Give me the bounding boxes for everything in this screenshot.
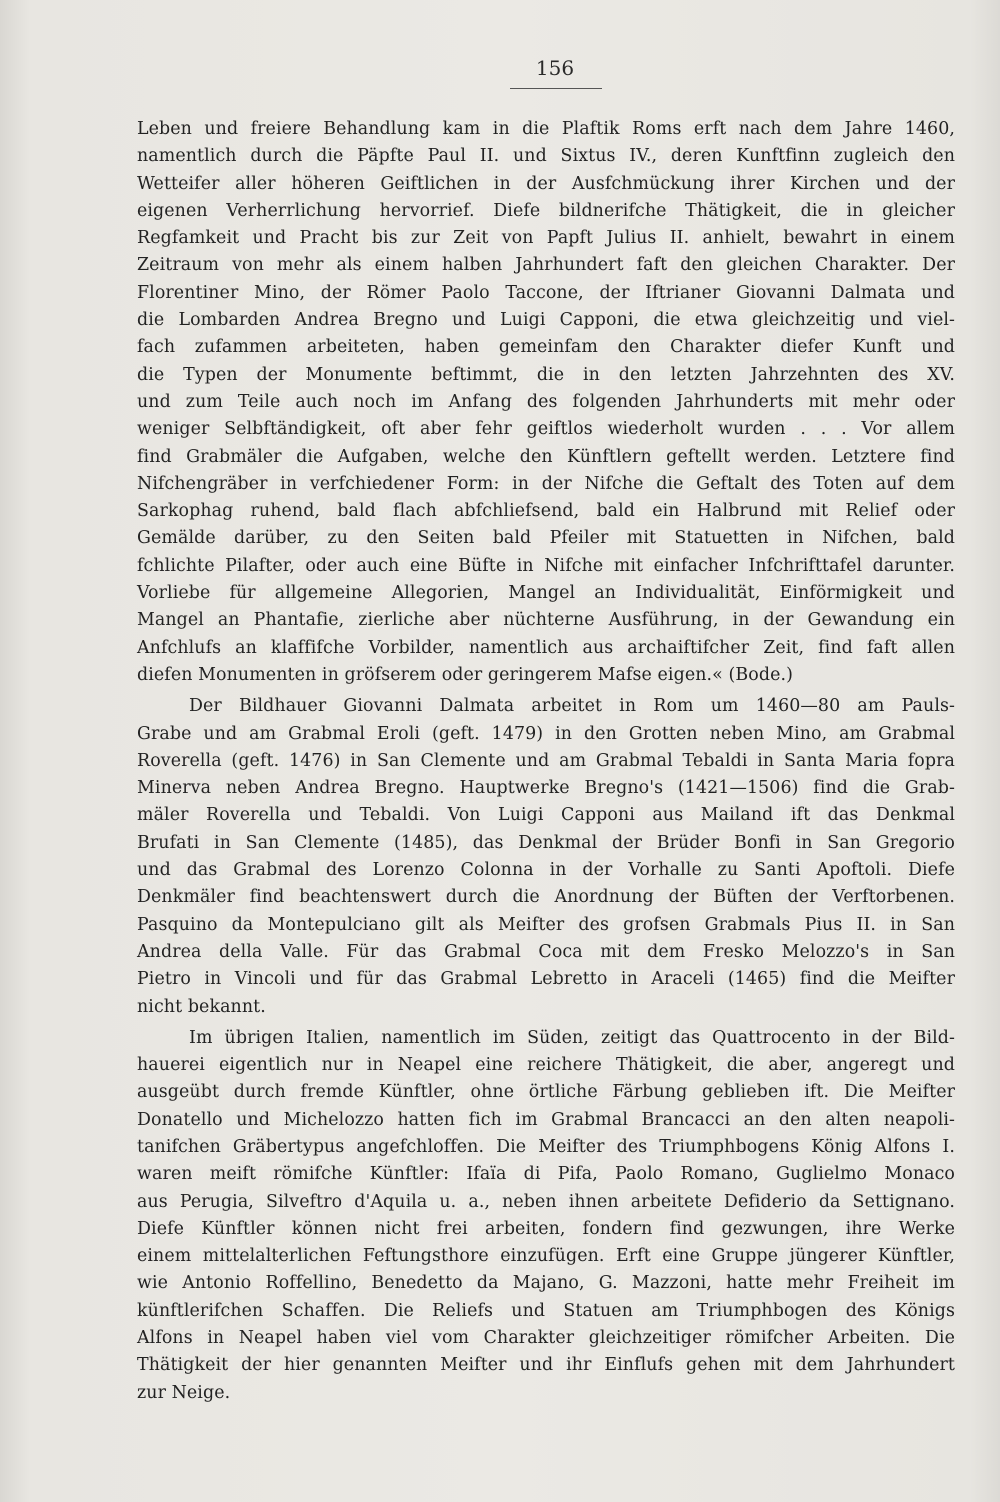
text-line: Denkmäler find beachtenswert durch die Anordnung der Büften der Verftorbenen. <box>137 887 955 908</box>
text-line: Andrea della Valle. Für das Grabmal Coca mit dem Fresko Melozzo's in San <box>137 941 955 962</box>
text-line: Donatello und Michelozzo hatten fich im Grabmal Brancacci an den alten neapoli- <box>137 1109 955 1130</box>
text-line: die Lombarden Andrea Bregno und Luigi Capponi, die etwa gleichzeitig und viel- <box>137 310 955 331</box>
text-line: eigenen Verherrlichung hervorrief. Diefe bildnerifche Thätigkeit, die in gleicher <box>137 200 955 221</box>
text-line: Leben und freiere Behandlung kam in die Plaftik Roms erft nach dem Jahre 1460, <box>137 119 955 139</box>
text-line: Florentiner Mino, der Römer Paolo Taccone, der Iftrianer Giovanni Dalmata und <box>137 282 955 303</box>
text-line: künftlerifchen Schaffen. Die Reliefs und Statuen am Triumphbogen des Königs <box>137 1300 955 1321</box>
text-line: zur Neige. <box>137 1382 231 1403</box>
paragraph <box>137 116 955 689</box>
text-line: Pasquino da Montepulciano gilt als Meifter des grofsen Grabmals Pius II. in San <box>137 914 955 935</box>
text-line: nicht bekannt. <box>137 996 266 1017</box>
text-line: tanifchen Gräbertypus angefchloffen. Die Meifter des Triumphbogens König Alfons I. <box>137 1136 955 1157</box>
page-number-rule <box>510 88 602 89</box>
text-line: Vorliebe für allgemeine Allegorien, Mangel an Individualität, Einförmigkeit und <box>137 583 955 604</box>
text-line: Gemälde darüber, zu den Seiten bald Pfeiler mit Statuetten in Nifchen, bald <box>137 528 955 549</box>
paragraph <box>137 693 955 1021</box>
text-line: Thätigkeit der hier genannten Meifter und ihr Einflufs gehen mit dem Jahrhundert <box>137 1355 955 1376</box>
text-line: Alfons in Neapel haben viel vom Charakter gleichzeitiger römifcher Arbeiten. Die <box>137 1328 955 1349</box>
text-line: wie Antonio Roffellino, Benedetto da Majano, G. Mazzoni, hatte mehr Freiheit im <box>137 1273 955 1294</box>
text-line: Im übrigen Italien, namentlich im Süden, zeitigt das Quattrocento in der Bild- <box>189 1027 955 1048</box>
text-line: Sarkophag ruhend, bald flach abfchliefsend, bald ein Halbrund mit Relief oder <box>137 501 955 522</box>
text-line: Regfamkeit und Pracht bis zur Zeit von Papft Julius II. anhielt, bewahrt in einem <box>137 228 955 249</box>
text-line: und das Grabmal des Lorenzo Colonna in der Vorhalle zu Santi Apoftoli. Diefe <box>137 860 955 881</box>
text-line: Pietro in Vincoli und für das Grabmal Lebretto in Araceli (1465) find die Meifter <box>137 969 955 990</box>
text-line: fchlichte Pilafter, oder auch eine Büfte in Nifche mit einfacher Infchrifttafel darunter. <box>137 555 955 576</box>
text-line: weniger Selbftändigkeit, oft aber fehr geiftlos wiederholt wurden . . . Vor allem <box>137 419 955 440</box>
text-line: Zeitraum von mehr als einem halben Jahrhundert faft den gleichen Charakter. Der <box>137 255 955 276</box>
text-line: waren meift römifche Künftler: Ifaïa di Pifa, Paolo Romano, Guglielmo Monaco <box>137 1164 955 1185</box>
text-line: diefen Monumenten in gröfserem oder geringerem Mafse eigen.« (Bode.) <box>137 664 793 685</box>
text-line: und zum Teile auch noch im Anfang des folgenden Jahrhunderts mit mehr oder <box>137 391 955 412</box>
text-line: Der Bildhauer Giovanni Dalmata arbeitet in Rom um 1460—80 am Pauls- <box>189 696 955 717</box>
text-line: Wetteifer aller höheren Geiftlichen in der Ausfchmückung ihrer Kirchen und der <box>137 173 955 194</box>
text-line: hauerei eigentlich nur in Neapel eine reichere Thätigkeit, die aber, angeregt und <box>137 1055 955 1076</box>
text-line: Nifchengräber in verfchiedener Form: in der Nifche die Geftalt des Toten auf dem <box>137 473 955 494</box>
text-line: ausgeübt durch fremde Künftler, ohne örtliche Färbung geblieben ift. Die Meifter <box>137 1082 955 1103</box>
text-line: find Grabmäler die Aufgaben, welche den Künftlern geftellt werden. Letztere find <box>137 446 955 467</box>
text-line: aus Perugia, Silveftro d'Aquila u. a., neben ihnen arbeitete Defiderio da Settignano. <box>137 1191 955 1212</box>
text-line: Roverella (geft. 1476) in San Clemente und am Grabmal Tebaldi in Santa Maria fopra <box>137 750 955 771</box>
text-line: einem mittelalterlichen Feftungsthore einzufügen. Erft eine Gruppe jüngerer Künftler, <box>137 1246 955 1267</box>
paragraph <box>137 1025 955 1407</box>
text-line: Minerva neben Andrea Bregno. Hauptwerke Bregno's (1421—1506) find die Grab- <box>137 778 955 799</box>
text-line: Diefe Künftler können nicht frei arbeiten, fondern find gezwungen, ihre Werke <box>137 1218 955 1239</box>
page-number: 156 <box>535 56 575 80</box>
text-line: Brufati in San Clemente (1485), das Denkmal der Brüder Bonfi in San Gregorio <box>137 832 955 853</box>
text-line: die Typen der Monumente beftimmt, die in den letzten Jahrzehnten des XV. <box>137 364 955 385</box>
body-text <box>137 116 955 1407</box>
text-line: fach zufammen arbeiteten, haben gemeinfam den Charakter diefer Kunft und <box>137 337 955 358</box>
text-line: Mangel an Phantafie, zierliche aber nüchterne Ausführung, in der Gewandung ein <box>137 610 955 631</box>
text-line: namentlich durch die Päpfte Paul II. und Sixtus IV., deren Kunftfinn zugleich den <box>137 146 955 167</box>
text-line: Anfchlufs an klaffifche Vorbilder, namentlich aus archaiftifcher Zeit, find faft allen <box>137 637 955 658</box>
text-line: Grabe und am Grabmal Eroli (geft. 1479) in den Grotten neben Mino, am Grabmal <box>137 723 955 744</box>
text-line: mäler Roverella und Tebaldi. Von Luigi Capponi aus Mailand ift das Denkmal <box>137 805 955 826</box>
